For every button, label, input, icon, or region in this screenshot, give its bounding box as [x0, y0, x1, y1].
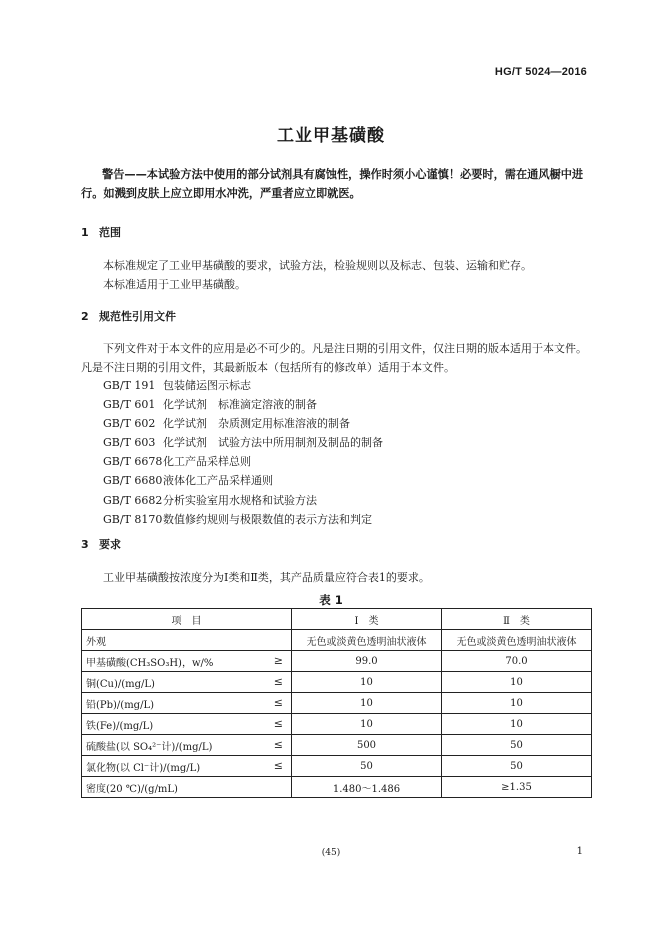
class-1-value: 10 — [292, 714, 442, 735]
section-title: 规范性引用文件 — [99, 310, 176, 323]
section-1-paragraph-2: 本标准适用于工业甲基磺酸。 — [103, 278, 246, 291]
class-1-value: 无色或淡黄色透明油状液体 — [292, 630, 442, 651]
class-1-value: 50 — [292, 756, 442, 777]
reference-item — [103, 452, 383, 471]
section-3-paragraph: 工业甲基磺酸按浓度分为Ⅰ类和Ⅱ类，其产品质量应符合表1的要求。 — [103, 571, 430, 584]
reference-code: GB/T 6682 — [103, 493, 163, 507]
reference-code: GB/T 602 — [103, 417, 156, 431]
item-cell — [82, 672, 292, 693]
class-2-value: 10 — [442, 714, 592, 735]
class-1-value: 10 — [292, 672, 442, 693]
class-2-value: 无色或淡黄色透明油状液体 — [442, 630, 592, 651]
item-cell — [82, 630, 292, 651]
header-class-2: Ⅱ 类 — [442, 609, 592, 630]
item-cell — [82, 756, 292, 777]
item-cell — [82, 714, 292, 735]
table-row — [82, 630, 592, 651]
reference-code: GB/T 6680 — [103, 474, 163, 488]
reference-title: 液体化工产品采样通则 — [163, 474, 273, 488]
limit-symbol: ≤ — [273, 759, 283, 772]
class-2-value: 50 — [442, 735, 592, 756]
table-row — [82, 735, 592, 756]
item-label: 铁(Fe)/(mg/L) — [86, 720, 154, 732]
header-item: 项 目 — [82, 609, 292, 630]
table-row — [82, 672, 592, 693]
class-1-value: 99.0 — [292, 651, 442, 672]
reference-code: GB/T 191 — [103, 379, 156, 392]
reference-list — [103, 376, 383, 529]
table-caption: 表 1 — [319, 593, 343, 607]
item-label: 外观 — [86, 636, 106, 648]
reference-title: 数值修约规则与极限数值的表示方法和判定 — [163, 512, 372, 526]
reference-title: 包装储运图示标志 — [163, 379, 251, 392]
section-number: 3 — [81, 538, 89, 551]
class-2-value: 70.0 — [442, 651, 592, 672]
item-cell — [82, 693, 292, 714]
reference-code: GB/T 8170 — [103, 512, 163, 526]
reference-item — [103, 510, 383, 529]
class-2-value: 10 — [442, 693, 592, 714]
table-row — [82, 777, 592, 798]
page-number-parenthetical: (45) — [321, 848, 341, 858]
section-title: 范围 — [99, 226, 121, 239]
reference-code: GB/T 601 — [103, 398, 156, 412]
table-row — [82, 693, 592, 714]
section-title: 要求 — [99, 538, 121, 551]
limit-symbol: ≤ — [273, 675, 283, 688]
class-2-value: 50 — [442, 756, 592, 777]
item-cell — [82, 777, 292, 798]
standard-code: HG/T 5024—2016 — [494, 66, 587, 78]
table-header-row — [82, 609, 592, 630]
item-label: 硫酸盐(以 SO₄²⁻计)/(mg/L) — [86, 741, 213, 753]
reference-code: GB/T 6678 — [103, 455, 163, 469]
limit-symbol: ≤ — [273, 696, 283, 709]
reference-title: 化学试剂 试验方法中所用制剂及制品的制备 — [163, 436, 383, 450]
item-label: 甲基磺酸(CH₃SO₃H)，w/% — [86, 657, 214, 669]
class-1-value: 1.480～1.486 — [292, 777, 442, 798]
page-number: 1 — [576, 846, 583, 857]
header-class-1: Ⅰ 类 — [292, 609, 442, 630]
section-2-paragraph: 下列文件对于本文件的应用是必不可少的。凡是注日期的引用文件，仅注日期的版本适用于本文件。凡是不注日期的引用文件，其最新版本（包括所有的修改单）适用于本文件。 — [81, 342, 587, 374]
class-2-value: 10 — [442, 672, 592, 693]
reference-title: 分析实验室用水规格和试验方法 — [163, 493, 317, 507]
section-1-heading — [81, 224, 121, 240]
table-row — [82, 714, 592, 735]
limit-symbol: ≥ — [273, 654, 283, 667]
reference-item — [103, 471, 383, 490]
table-row — [82, 651, 592, 672]
item-cell — [82, 651, 292, 672]
item-cell — [82, 735, 292, 756]
reference-item — [103, 395, 383, 414]
class-2-value: ≥1.35 — [442, 777, 592, 798]
section-number: 2 — [81, 310, 89, 323]
document-title: 工业甲基磺酸 — [277, 126, 385, 146]
reference-title: 化工产品采样总则 — [163, 455, 251, 469]
reference-title: 化学试剂 标准滴定溶液的制备 — [163, 398, 317, 412]
class-1-value: 10 — [292, 693, 442, 714]
reference-item — [103, 491, 383, 510]
item-label: 密度(20 ℃)/(g/mL) — [86, 783, 178, 795]
section-number: 1 — [81, 226, 89, 239]
reference-item — [103, 414, 383, 433]
item-label: 铅(Pb)/(mg/L) — [86, 699, 154, 711]
quality-spec-table — [81, 608, 592, 798]
warning-paragraph: 警告——本试验方法中使用的部分试剂具有腐蚀性，操作时须小心谨慎！必要时，需在通风橱中进行。如溅到皮肤上应立即用水冲洗，严重者应立即就医。 — [81, 168, 584, 200]
section-1-paragraph-1: 本标准规定了工业甲基磺酸的要求，试验方法，检验规则以及标志、包装、运输和贮存。 — [103, 259, 532, 272]
reference-title: 化学试剂 杂质测定用标准溶液的制备 — [163, 417, 350, 431]
item-label: 氯化物(以 Cl⁻计)/(mg/L) — [86, 762, 201, 774]
reference-item — [103, 376, 383, 395]
section-3-heading — [81, 536, 121, 552]
reference-code: GB/T 603 — [103, 436, 156, 450]
limit-symbol: ≤ — [273, 717, 283, 730]
table-row — [82, 756, 592, 777]
limit-symbol: ≤ — [273, 738, 283, 751]
item-label: 铜(Cu)/(mg/L) — [86, 678, 155, 690]
reference-item — [103, 433, 383, 452]
class-1-value: 500 — [292, 735, 442, 756]
section-2-heading — [81, 308, 176, 324]
